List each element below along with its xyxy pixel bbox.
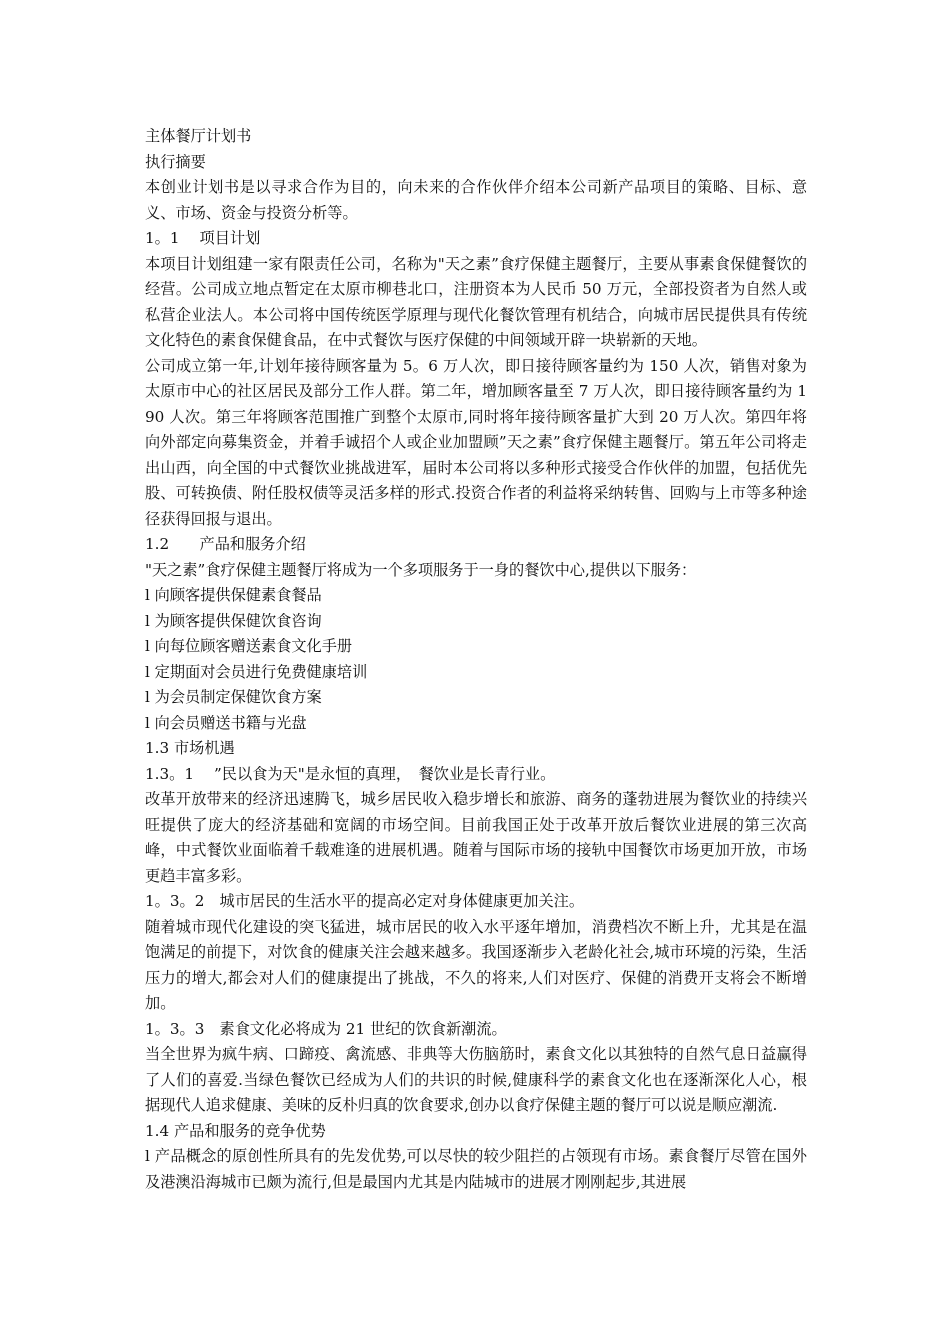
paragraph-1-4: l 产品概念的原创性所具有的先发优势,可以尽快的较少阻拦的占领现有市场。素食餐厅尽管在国外及港澳沿海城市已颇为流行,但是最国内尤其是内陆城市的进展才刚刚起步,其进展 [145, 1147, 807, 1191]
section-heading-executive-summary: 执行摘要 [145, 152, 206, 171]
document-title: 主体餐厅计划书 [145, 127, 252, 145]
service-list-item: l 向每位顾客赠送素食文化手册 [145, 637, 353, 655]
paragraph-1-3-1: 改革开放带来的经济迅速腾飞，城乡居民收入稳步增长和旅游、商务的蓬勃进展为餐饮业的持续兴旺提供了庞大的经济基础和宽阔的市场空间。目前我国正处于改革开放后餐饮业进展的第三次高峰，中式餐饮业面临着千载难逢的进展机遇。随着与国际市场的接轨中国餐饮市场更加开放，市场更趋丰富多彩。 [145, 790, 807, 885]
heading-1-4: 1.4 产品和服务的竞争优势 [145, 1121, 326, 1140]
heading-1-3-3: 1。3。3 素食文化必将成为 21 世纪的饮食新潮流。 [145, 1019, 507, 1038]
document-page [145, 124, 807, 1195]
service-list-item: l 定期面对会员进行免费健康培训 [145, 662, 368, 681]
service-list-item: l 为会员制定保健饮食方案 [145, 688, 322, 706]
heading-1-2: 1.2 产品和服务介绍 [145, 535, 306, 553]
service-list-item: l 为顾客提供保健饮食咨询 [145, 611, 322, 630]
paragraph-1-3-2: 随着城市现代化建设的突飞猛进，城市居民的收入水平逐年增加，消费档次不断上升，尤其是在温饱满足的前提下，对饮食的健康关注会越来越多。我国逐渐步入老龄化社会,城市环境的污染，生活压力的增大,都会对人们的健康提出了挑战，不久的将来,人们对医疗、保健的消费开支将会不断增加。 [145, 917, 807, 1012]
paragraph-1-2: "天之素”食疗保健主题餐厅将成为一个多项服务于一身的餐饮中心,提供以下服务： [145, 560, 697, 579]
service-list-item: l 向顾客提供保健素食餐品 [145, 586, 322, 604]
paragraph-1-3-3: 当全世界为疯牛病、口蹄疫、禽流感、非典等大伤脑筋时，素食文化以其独特的自然气息日益赢得了人们的喜爱.当绿色餐饮已经成为人们的共识的时候,健康科学的素食文化也在逐渐深化人心，根据现代人追求健康、美味的反朴归真的饮食要求,创办以食疗保健主题的餐厅可以说是顺应潮流. [145, 1045, 807, 1114]
paragraph-1-1-a: 本项目计划组建一家有限责任公司，名称为"天之素”食疗保健主题餐厅，主要从事素食保健餐饮的经营。公司成立地点暂定在太原市柳巷北口，注册资本为人民币 50 万元，全部投资者为自然人或私营企业法人。本公司将中国传统医学原理与现代化餐饮管理有机结合，向城市居民提供具有传统文化特色的素食保健食品，在中式餐饮与医疗保健的中间领域开辟一块崭新的天地。 [145, 254, 807, 349]
heading-1-3: 1.3 市场机遇 [145, 739, 235, 757]
heading-1-1: 1。1 项目计划 [145, 229, 261, 247]
heading-1-3-2: 1。3。2 城市居民的生活水平的提高必定对身体健康更加关注。 [145, 892, 585, 910]
service-list-item: l 向会员赠送书籍与光盘 [145, 713, 307, 732]
intro-paragraph: 本创业计划书是以寻求合作为目的，向未来的合作伙伴介绍本公司新产品项目的策略、目标、意义、市场、资金与投资分析等。 [145, 178, 807, 222]
heading-1-3-1: 1.3。1 ”民以食为天"是永恒的真理， 餐饮业是长青行业。 [145, 764, 556, 783]
paragraph-1-1-b: 公司成立第一年,计划年接待顾客量为 5。6 万人次，即日接待顾客量约为 150 人次，销售对象为太原市中心的社区居民及部分工作人群。第二年，增加顾客量至 7 万人次，即日接待顾客量约为 190 人次。第三年将顾客范围推广到整个太原市,同时将年接待顾客量扩大到 20 万人次。第四年将向外部定向募集资金，并着手诚招个人或企业加盟顾”天之素”食疗保健主题餐厅。第五年公司将走出山西，向全国的中式餐饮业挑战进军，届时本公司将以多种形式接受合作伙伴的加盟，包括优先股、可转换债、附任股权债等灵活多样的形式.投资合作者的利益将采纳转售、回购与上市等多种途径获得回报与退出。 [145, 356, 807, 528]
